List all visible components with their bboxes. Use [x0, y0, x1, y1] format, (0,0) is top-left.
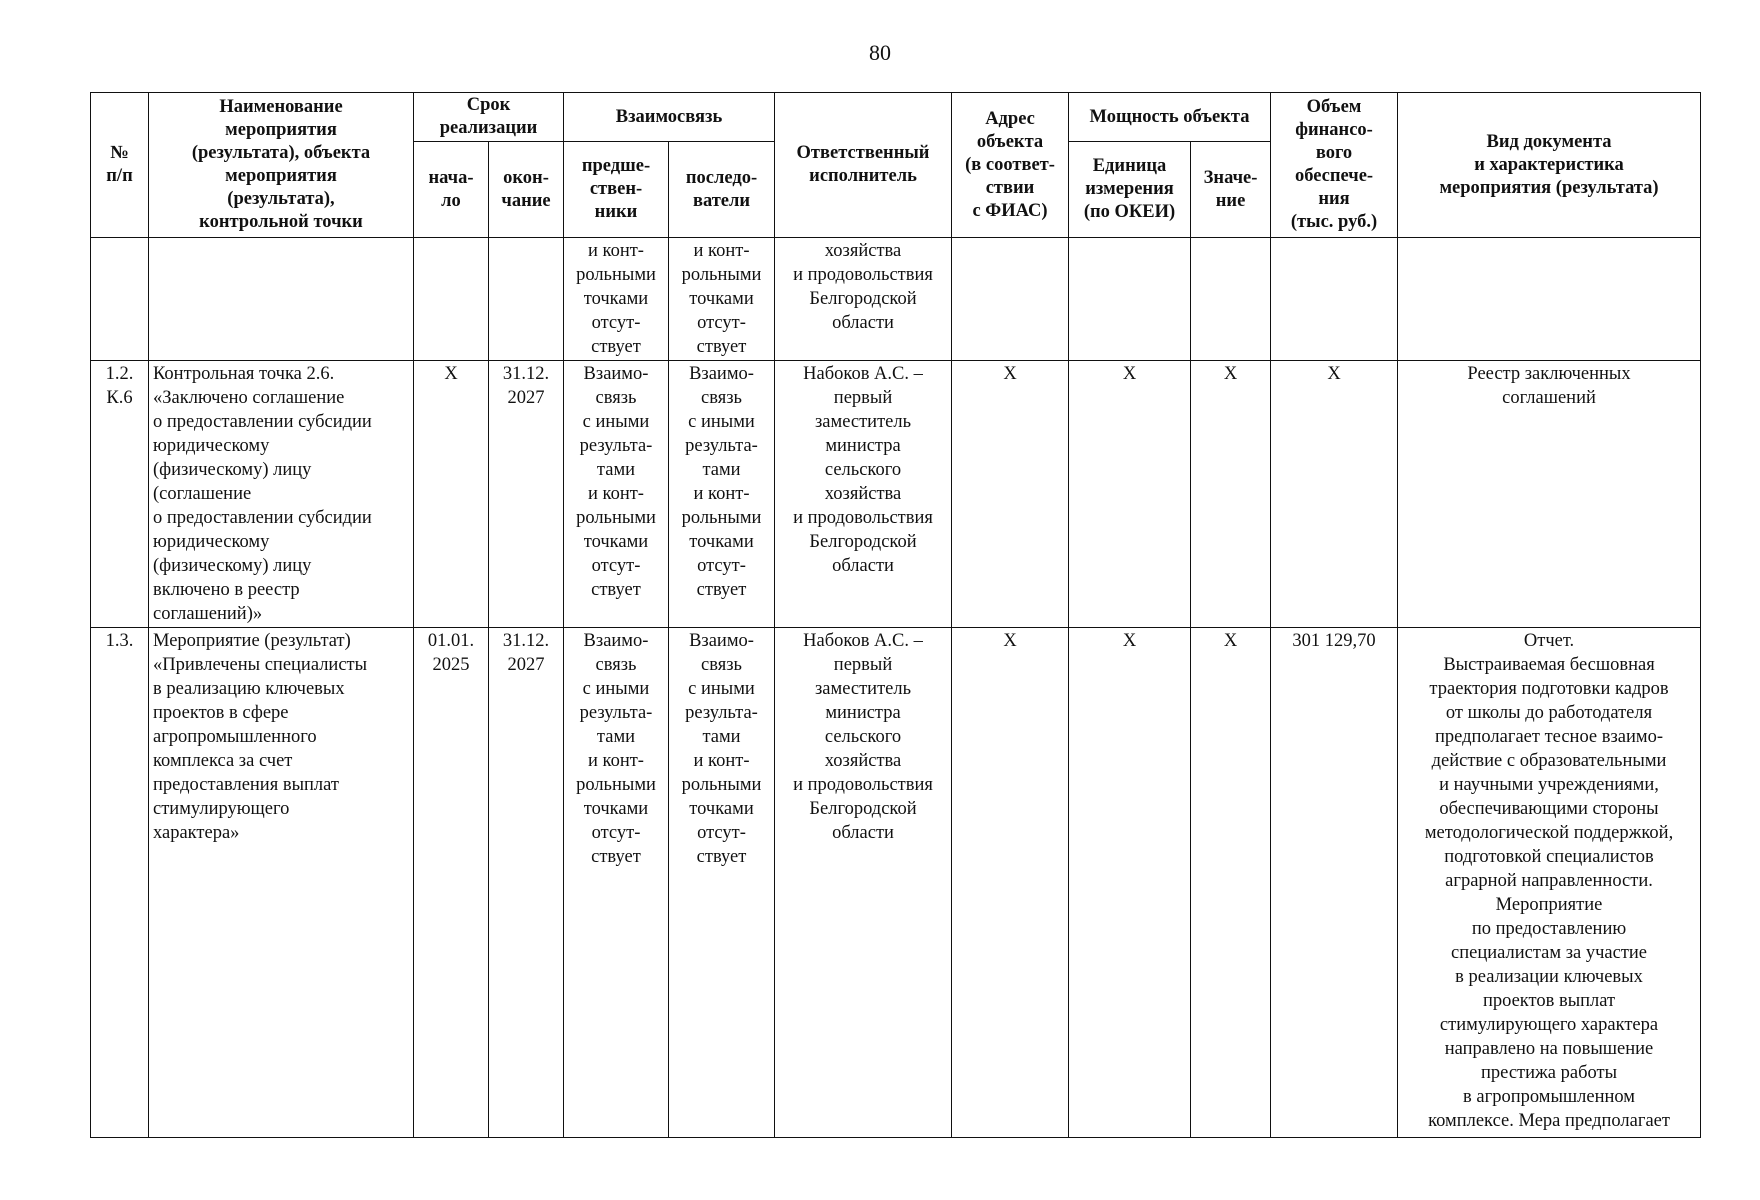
cell-start: 01.01. 2025 — [414, 628, 489, 1138]
cell-doc: Реестр заключенных соглашений — [1398, 361, 1701, 628]
cell-unit: X — [1069, 361, 1191, 628]
cell-finance — [1271, 238, 1398, 361]
cell-address — [952, 238, 1069, 361]
header-term-start: нача- ло — [414, 142, 489, 238]
header-name: Наименование мероприятия (результата), объекта мероприятия (результата), контрольной точки — [149, 93, 414, 238]
cell-doc — [1398, 238, 1701, 361]
cell-num: 1.2. К.6 — [91, 361, 149, 628]
cell-name: Мероприятие (результат) «Привлечены специалисты в реализацию ключевых проектов в сфере агропромышленного комплекса за счет предоставления выплат стимулирующего характера» — [149, 628, 414, 1138]
cell-start: X — [414, 361, 489, 628]
cell-responsible: хозяйства и продовольствия Белгородской области — [775, 238, 952, 361]
cell-value: X — [1191, 628, 1271, 1138]
cell-successors: Взаимо- связь с иными результа- тами и конт- рольными точками отсут- ствует — [669, 628, 775, 1138]
cell-value: X — [1191, 361, 1271, 628]
cell-start — [414, 238, 489, 361]
header-value: Значе- ние — [1191, 142, 1271, 238]
cell-value — [1191, 238, 1271, 361]
cell-doc: Отчет. Выстраиваемая бесшовная траектория подготовки кадров от школы до работодателя предполагает тесное взаимо- действие с образовательными и научными учреждениями, обеспечивающими стороны методологической поддержкой, подготовкой специалистов аграрной направленности. Мероприятие по предоставлению специалистам за участие в реализации ключевых проектов выплат стимулирующего характера направлено на повышение престижа работы в агропромышленном комплексе. Мера предполагает — [1398, 628, 1701, 1138]
cell-address: X — [952, 361, 1069, 628]
cell-name: Контрольная точка 2.6. «Заключено соглашение о предоставлении субсидии юридическому (физическому) лицу (соглашение о предоставлении субсидии юридическому (физическому) лицу включено в реестр соглашений)» — [149, 361, 414, 628]
header-relation: Взаимосвязь — [564, 93, 775, 142]
cell-responsible: Набоков А.С. – первый заместитель министра сельского хозяйства и продовольствия Белгородской области — [775, 361, 952, 628]
header-responsible: Ответственный исполнитель — [775, 93, 952, 238]
cell-responsible: Набоков А.С. – первый заместитель министра сельского хозяйства и продовольствия Белгородской области — [775, 628, 952, 1138]
header-predecessors: предше- ствен- ники — [564, 142, 669, 238]
cell-finance: X — [1271, 361, 1398, 628]
cell-finance: 301 129,70 — [1271, 628, 1398, 1138]
cell-end: 31.12. 2027 — [489, 628, 564, 1138]
cell-successors: Взаимо- связь с иными результа- тами и конт- рольными точками отсут- ствует — [669, 361, 775, 628]
header-capacity: Мощность объекта — [1069, 93, 1271, 142]
header-address: Адрес объекта (в соответ- ствии с ФИАС) — [952, 93, 1069, 238]
cell-predecessors: Взаимо- связь с иными результа- тами и конт- рольными точками отсут- ствует — [564, 628, 669, 1138]
table-row — [91, 238, 1701, 361]
header-unit: Единица измерения (по ОКЕИ) — [1069, 142, 1191, 238]
table-row — [91, 361, 1701, 628]
table-row — [91, 628, 1701, 1138]
cell-num: 1.3. — [91, 628, 149, 1138]
header-successors: последо- ватели — [669, 142, 775, 238]
cell-address: X — [952, 628, 1069, 1138]
header-finance: Объем финансо- вого обеспече- ния (тыс. руб.) — [1271, 93, 1398, 238]
cell-predecessors: Взаимо- связь с иными результа- тами и конт- рольными точками отсут- ствует — [564, 361, 669, 628]
measures-table — [90, 92, 1701, 1138]
header-num: № п/п — [91, 93, 149, 238]
cell-end: 31.12. 2027 — [489, 361, 564, 628]
cell-num — [91, 238, 149, 361]
cell-unit — [1069, 238, 1191, 361]
header-term-end: окон- чание — [489, 142, 564, 238]
cell-predecessors: и конт- рольными точками отсут- ствует — [564, 238, 669, 361]
cell-name — [149, 238, 414, 361]
cell-successors: и конт- рольными точками отсут- ствует — [669, 238, 775, 361]
cell-unit: X — [1069, 628, 1191, 1138]
cell-end — [489, 238, 564, 361]
header-doc-type: Вид документа и характеристика мероприятия (результата) — [1398, 93, 1701, 238]
header-term: Срок реализации — [414, 93, 564, 142]
page-number: 80 — [869, 40, 891, 65]
